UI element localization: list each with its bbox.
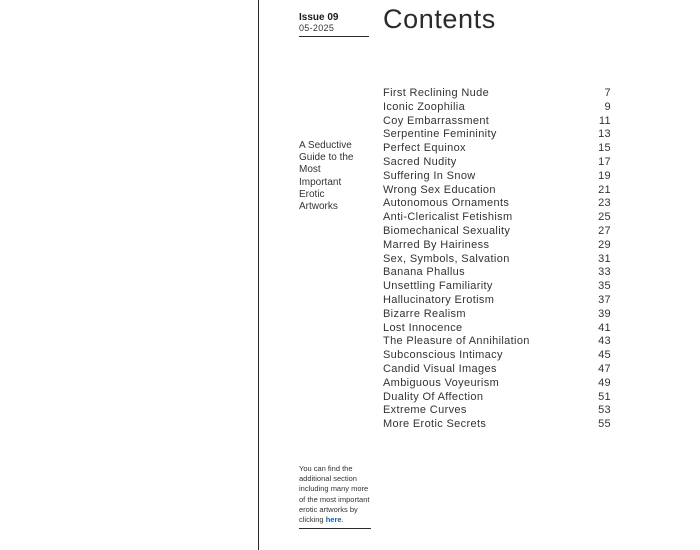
contents-page bbox=[259, 0, 700, 550]
toc-item-title: Extreme Curves bbox=[383, 404, 467, 417]
toc-item-title: Autonomous Ornaments bbox=[383, 197, 510, 210]
toc-item-title: Lost Innocence bbox=[383, 321, 463, 334]
toc-item-title: Candid Visual Images bbox=[383, 362, 497, 375]
toc-item-page: 51 bbox=[598, 390, 611, 403]
toc-item[interactable] bbox=[383, 87, 611, 101]
toc-item-page: 29 bbox=[598, 238, 611, 251]
toc-item-page: 19 bbox=[598, 169, 611, 182]
table-of-contents bbox=[383, 87, 611, 432]
toc-item-title: Iconic Zoophilia bbox=[383, 100, 466, 113]
toc-item[interactable] bbox=[383, 225, 611, 239]
toc-item[interactable] bbox=[383, 184, 611, 198]
toc-item-page: 9 bbox=[604, 100, 611, 113]
toc-item[interactable] bbox=[383, 115, 611, 129]
toc-item-page: 27 bbox=[598, 224, 611, 237]
left-blank-page bbox=[0, 0, 259, 550]
toc-item-page: 37 bbox=[598, 293, 611, 306]
toc-item-page: 11 bbox=[598, 114, 611, 127]
toc-item[interactable] bbox=[383, 391, 611, 405]
sidebar-blurb: A Seductive Guide to the Most Important Erotic Artworks bbox=[299, 140, 354, 213]
toc-item-title: Perfect Equinox bbox=[383, 142, 466, 155]
toc-item[interactable] bbox=[383, 294, 611, 308]
toc-item-title: First Reclining Nude bbox=[383, 87, 490, 99]
toc-item-title: Serpentine Femininity bbox=[383, 128, 497, 141]
toc-item-title: Hallucinatory Erotism bbox=[383, 293, 495, 306]
toc-item-page: 7 bbox=[604, 87, 611, 99]
toc-item[interactable] bbox=[383, 280, 611, 294]
toc-item-title: Coy Embarrassment bbox=[383, 114, 490, 127]
toc-item[interactable] bbox=[383, 211, 611, 225]
toc-item-page: 49 bbox=[598, 376, 611, 389]
toc-item[interactable] bbox=[383, 349, 611, 363]
toc-item-page: 17 bbox=[598, 155, 611, 168]
toc-item-title: Biomechanical Sexuality bbox=[383, 224, 511, 237]
toc-item-title: Anti-Clericalist Fetishism bbox=[383, 211, 513, 224]
toc-item-page: 47 bbox=[598, 362, 611, 375]
toc-item[interactable] bbox=[383, 197, 611, 211]
toc-item-page: 31 bbox=[598, 252, 611, 265]
toc-item[interactable] bbox=[383, 101, 611, 115]
toc-item[interactable] bbox=[383, 156, 611, 170]
page-title: Contents bbox=[383, 4, 496, 34]
toc-item-page: 45 bbox=[598, 349, 611, 362]
toc-item[interactable] bbox=[383, 128, 611, 142]
toc-item[interactable] bbox=[383, 142, 611, 156]
toc-item-title: Sacred Nudity bbox=[383, 155, 457, 168]
issue-date: 05-2025 bbox=[299, 23, 335, 33]
toc-item-page: 25 bbox=[598, 211, 611, 224]
toc-item-page: 41 bbox=[598, 321, 611, 334]
toc-item[interactable] bbox=[383, 377, 611, 391]
toc-item[interactable] bbox=[383, 418, 611, 432]
toc-item-title: Suffering In Snow bbox=[383, 169, 476, 182]
toc-item-title: Wrong Sex Education bbox=[383, 183, 496, 196]
toc-item[interactable] bbox=[383, 170, 611, 184]
toc-item-page: 55 bbox=[598, 418, 611, 431]
issue-label: Issue 09 bbox=[299, 12, 339, 23]
toc-item-page: 21 bbox=[598, 183, 611, 196]
toc-item-title: Bizarre Realism bbox=[383, 307, 466, 320]
toc-item-title: Marred By Hairiness bbox=[383, 238, 490, 251]
footnote-text: You can find the additional section including many more of the most important erotic artworks by clicking bbox=[299, 464, 370, 525]
here-link[interactable]: here bbox=[325, 515, 342, 525]
toc-item[interactable] bbox=[383, 363, 611, 377]
footnote-suffix: . bbox=[341, 515, 344, 525]
toc-item-page: 13 bbox=[598, 128, 611, 141]
issue-block bbox=[299, 12, 369, 37]
toc-item-title: Ambiguous Voyeurism bbox=[383, 376, 500, 389]
toc-item[interactable] bbox=[383, 253, 611, 267]
toc-item-page: 23 bbox=[598, 197, 611, 210]
toc-item-title: Banana Phallus bbox=[383, 266, 465, 279]
toc-item-title: Subconscious Intimacy bbox=[383, 349, 503, 362]
toc-item-title: The Pleasure of Annihilation bbox=[383, 335, 530, 348]
toc-item-title: Unsettling Familiarity bbox=[383, 280, 493, 293]
toc-item[interactable] bbox=[383, 322, 611, 336]
toc-item-title: Duality Of Affection bbox=[383, 390, 484, 403]
toc-item[interactable] bbox=[383, 404, 611, 418]
toc-item[interactable] bbox=[383, 335, 611, 349]
toc-item-page: 15 bbox=[598, 142, 611, 155]
toc-item-page: 33 bbox=[598, 266, 611, 279]
toc-item-page: 35 bbox=[598, 280, 611, 293]
footnote bbox=[299, 464, 371, 529]
toc-item-page: 43 bbox=[598, 335, 611, 348]
toc-item-page: 39 bbox=[598, 307, 611, 320]
toc-item-title: More Erotic Secrets bbox=[383, 418, 487, 431]
toc-item-page: 53 bbox=[598, 404, 611, 417]
toc-item[interactable] bbox=[383, 266, 611, 280]
toc-item[interactable] bbox=[383, 239, 611, 253]
toc-item[interactable] bbox=[383, 308, 611, 322]
toc-item-title: Sex, Symbols, Salvation bbox=[383, 252, 510, 265]
